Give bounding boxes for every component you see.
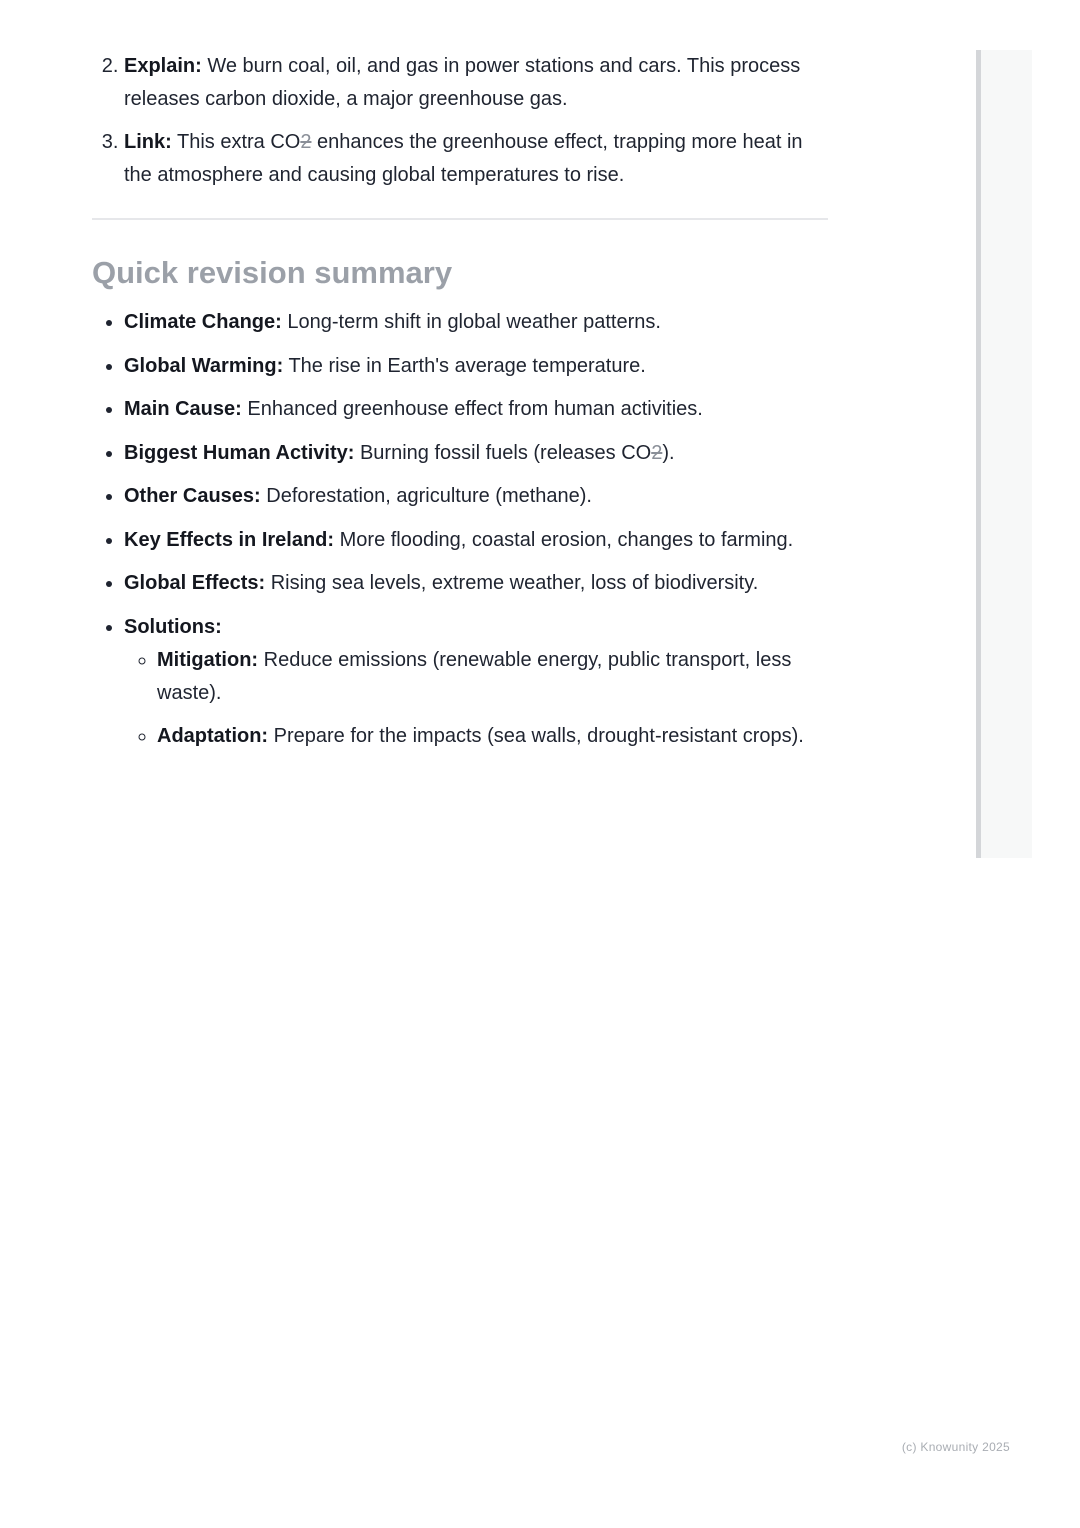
item-label: Mitigation: bbox=[157, 648, 259, 671]
list-item bbox=[124, 393, 828, 426]
step-label: Explain: bbox=[124, 55, 202, 77]
revision-summary-list bbox=[92, 306, 828, 753]
section-heading: Quick revision summary bbox=[92, 255, 453, 290]
list-item bbox=[124, 306, 828, 339]
step-text: We burn coal, oil, and gas in power stations and cars. This process releases carbon dioxide, a major greenhouse gas. bbox=[124, 55, 801, 110]
copyright-footer: (c) Knowunity 2025 bbox=[901, 1440, 1010, 1454]
list-item bbox=[124, 480, 828, 513]
item-text: Burning fossil fuels (releases CO bbox=[354, 441, 652, 464]
step-label: Link: bbox=[124, 131, 172, 153]
co2-subscript: 2 bbox=[300, 131, 312, 153]
item-label: Solutions: bbox=[124, 615, 222, 638]
co2-subscript: 2 bbox=[651, 441, 663, 464]
item-label: Biggest Human Activity: bbox=[124, 441, 355, 464]
cause-explanation-steps bbox=[92, 50, 828, 192]
list-item bbox=[124, 437, 828, 470]
item-text: Deforestation, agriculture (methane). bbox=[260, 485, 592, 507]
document-content bbox=[92, 50, 828, 763]
section-divider bbox=[92, 218, 828, 220]
step-text: This extra CO bbox=[171, 131, 301, 153]
item-label: Global Effects: bbox=[124, 572, 266, 594]
item-text: ). bbox=[662, 441, 675, 464]
list-item bbox=[157, 644, 828, 710]
item-label: Adaptation: bbox=[157, 724, 269, 747]
item-label: Main Cause: bbox=[124, 398, 242, 420]
list-item bbox=[124, 567, 828, 600]
side-panel bbox=[976, 50, 1032, 858]
item-text: Prepare for the impacts (sea walls, drought-resistant crops). bbox=[268, 724, 804, 747]
item-text: Rising sea levels, extreme weather, loss of biodiversity. bbox=[265, 572, 759, 594]
list-item bbox=[124, 524, 828, 557]
item-text: More flooding, coastal erosion, changes to farming. bbox=[334, 528, 794, 551]
list-item bbox=[157, 720, 828, 753]
list-item bbox=[124, 50, 828, 116]
item-text: Long-term shift in global weather patterns. bbox=[281, 311, 661, 333]
solutions-list bbox=[124, 644, 828, 753]
step-text: enhances the greenhouse effect, trapping more heat in the atmosphere and causing global temperatures to rise. bbox=[124, 131, 803, 186]
item-label: Other Causes: bbox=[124, 485, 261, 507]
item-text: The rise in Earth's average temperature. bbox=[283, 354, 646, 377]
item-label: Global Warming: bbox=[124, 354, 284, 377]
list-item bbox=[124, 126, 828, 192]
list-item bbox=[124, 611, 828, 753]
item-text: Enhanced greenhouse effect from human activities. bbox=[241, 398, 703, 420]
list-item bbox=[124, 350, 828, 383]
item-label: Key Effects in Ireland: bbox=[124, 528, 335, 551]
item-text: Reduce emissions (renewable energy, public transport, less waste). bbox=[157, 648, 792, 704]
item-label: Climate Change: bbox=[124, 311, 282, 333]
